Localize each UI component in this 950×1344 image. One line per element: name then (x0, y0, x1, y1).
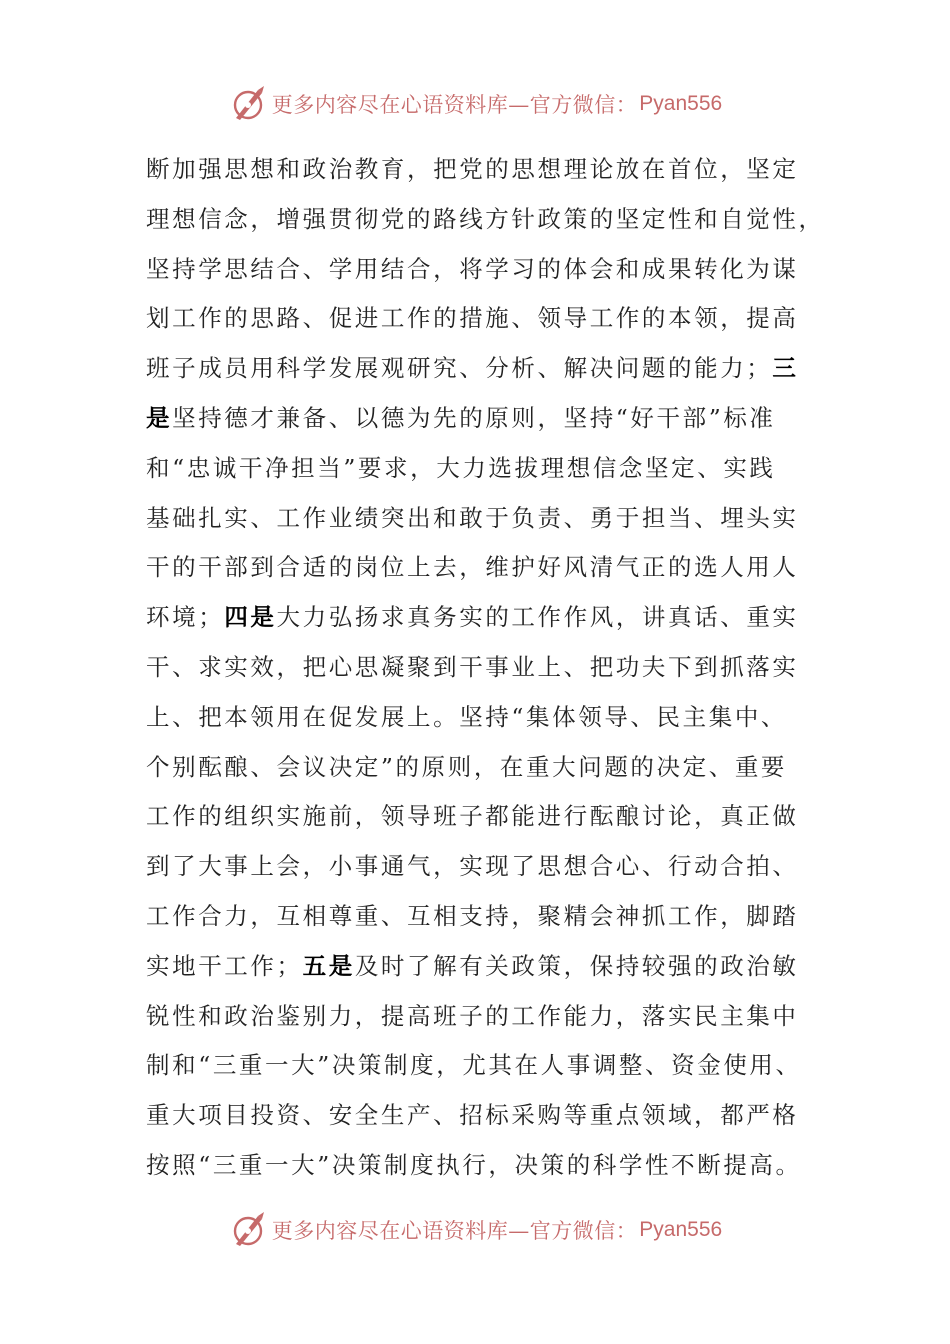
banner-wechat-id: Pyan556 (639, 1218, 723, 1241)
text-line (146, 145, 811, 195)
text-line (146, 792, 811, 842)
text-segment: 工作合力，互相尊重、互相支持，聚精会神抓工作，脚踏 (146, 901, 799, 930)
text-line (146, 892, 811, 942)
text-segment: 重大项目投资、安全生产、招标采购等重点领域，都严格 (146, 1101, 799, 1130)
text-line (146, 294, 811, 344)
banner-text: 更多内容尽在心语资料库—官方微信： (271, 93, 638, 117)
text-segment: 按照“三重一大”决策制度执行，决策的科学性不断提高。 (146, 1150, 802, 1179)
header-banner (0, 82, 950, 126)
bold-marker: 四是 (224, 603, 277, 632)
text-segment: 及时了解有关政策，保持较强的政治敏 (354, 951, 799, 980)
text-line (146, 344, 811, 394)
text-segment: 班子成员用科学发展观研究、分析、解决问题的能力； (146, 354, 773, 383)
footer-banner (0, 1208, 950, 1252)
text-line (146, 1041, 811, 1091)
text-segment: 实地干工作； (146, 951, 303, 980)
text-segment: 锐性和政治鉴别力，提高班子的工作能力，落实民主集中 (146, 1001, 799, 1030)
text-line (146, 842, 811, 892)
text-segment: 个别酝酿、会议决定”的原则，在重大问题的决定、重要 (146, 752, 788, 781)
text-line (146, 643, 811, 693)
text-segment: 干的干部到合适的岗位上去，维护好风清气正的选人用人 (146, 553, 799, 582)
text-segment: 到了大事上会，小事通气，实现了思想合心、行动合拍、 (146, 852, 799, 881)
banner-wechat-id: Pyan556 (639, 92, 723, 115)
text-line (146, 394, 811, 444)
bold-marker: 是 (146, 403, 173, 432)
text-segment: 大力弘扬求真务实的工作作风，讲真话、重实 (276, 603, 799, 632)
text-segment: 基础扎实、工作业绩突出和敢于负责、勇于担当、埋头实 (146, 503, 799, 532)
text-line (146, 1141, 811, 1191)
bold-marker: 三 (772, 354, 799, 383)
text-line (146, 942, 811, 992)
text-line (146, 743, 811, 793)
quill-pen-logo-icon (228, 84, 268, 124)
text-line (146, 543, 811, 593)
text-segment: 坚持德才兼备、以德为先的原则，坚持“好干部”标准 (172, 403, 776, 432)
text-segment: 环境； (146, 603, 225, 632)
quill-pen-logo-icon (228, 1210, 268, 1250)
text-line (146, 693, 811, 743)
text-line (146, 444, 811, 494)
text-segment: 断加强思想和政治教育，把党的思想理论放在首位，坚定 (146, 155, 799, 183)
text-segment: 干、求实效，把心思凝聚到干事业上、把功夫下到抓落实 (146, 652, 799, 681)
text-line (146, 593, 811, 643)
bold-marker: 五是 (302, 951, 355, 980)
text-segment: 制和“三重一大”决策制度，尤其在人事调整、资金使用、 (146, 1051, 802, 1080)
text-segment: 划工作的思路、促进工作的措施、领导工作的本领，提高 (146, 304, 799, 333)
document-body (146, 145, 825, 1191)
text-line (146, 1091, 811, 1141)
text-segment: 坚持学思结合、学用结合，将学习的体会和成果转化为谋 (146, 254, 799, 283)
text-segment: 上、把本领用在促发展上。坚持“集体领导、民主集中、 (146, 702, 788, 731)
text-line (146, 494, 811, 544)
text-segment: 工作的组织实施前，领导班子都能进行酝酿讨论，真正做 (146, 802, 799, 831)
banner-text: 更多内容尽在心语资料库—官方微信： (271, 1219, 638, 1243)
text-segment: 理想信念，增强贯彻党的路线方针政策的坚定性和自觉性， (146, 204, 825, 233)
text-line (146, 992, 811, 1042)
text-line (146, 195, 825, 245)
text-line (146, 245, 811, 295)
text-segment: 和“忠诚干净担当”要求，大力选拔理想信念坚定、实践 (146, 453, 776, 482)
